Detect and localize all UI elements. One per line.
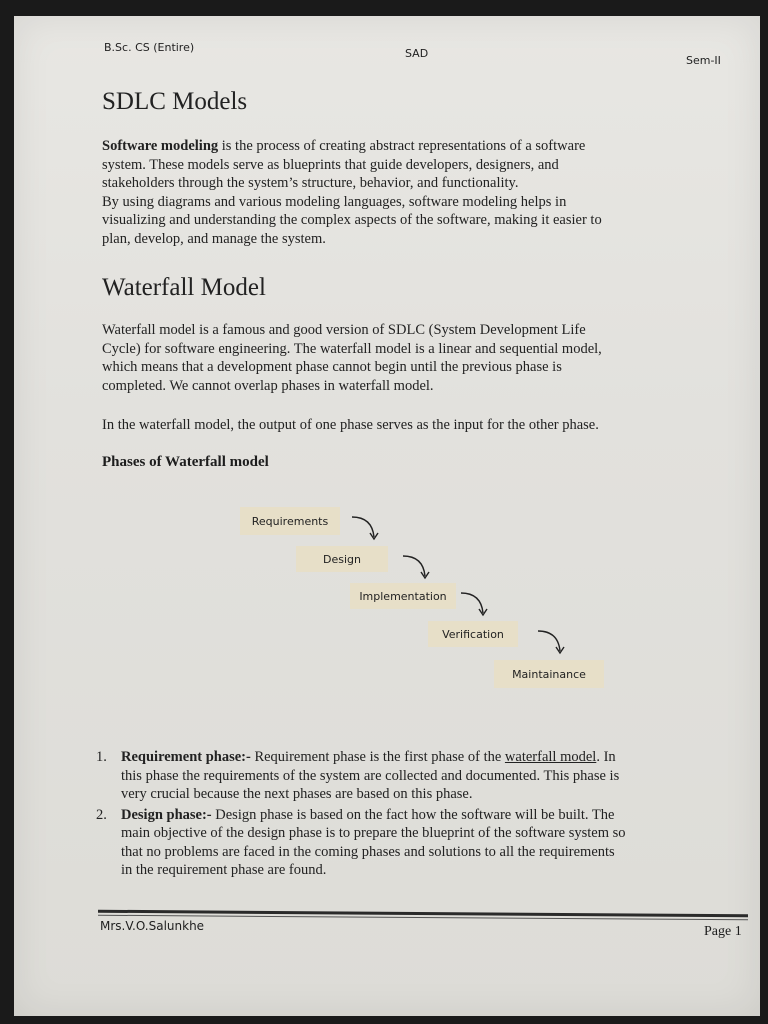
header-subject: SAD <box>405 47 429 60</box>
footer-page-number: Page 1 <box>704 924 742 939</box>
sdlc-line-6: plan, develop, and manage the system. <box>102 230 326 247</box>
arrow-down-right-icon <box>457 589 497 619</box>
list-item-title: Requirement phase:- <box>121 749 251 765</box>
section-title-waterfall: Waterfall Model <box>102 274 266 301</box>
step-verification: Verification <box>428 621 518 647</box>
sdlc-line-3: stakeholders through the system’s structure, behavior, and functionality. <box>102 175 519 191</box>
document-page <box>14 16 760 1016</box>
waterfall-model-link[interactable]: waterfall model <box>504 749 597 765</box>
sdlc-line-2: system. These models serve as blueprints that guide developers, designers, and <box>102 156 559 173</box>
header-semester: Sem-II <box>686 54 721 67</box>
sdlc-paragraph <box>102 137 602 248</box>
step-design: Design <box>296 546 388 572</box>
arrow-down-right-icon <box>348 513 388 543</box>
step-requirements: Requirements <box>240 507 340 535</box>
sdlc-bold-lead: Software modeling <box>102 138 219 154</box>
arrow-down-right-icon <box>399 552 439 582</box>
footer-author: Mrs.V.O.Salunkhe <box>100 919 205 933</box>
waterfall-paragraph-1: Waterfall model is a famous and good version of SDLC (System Development Life Cycle) for software engineering. The waterfall model is a linear and sequential model, which means that a development phase cannot begin until the previous phase is completed. We cannot overlap phases in waterfall model. <box>102 322 602 394</box>
list-item-title: Design phase:- <box>121 806 212 823</box>
header-course: B.Sc. CS (Entire) <box>104 41 195 54</box>
arrow-down-right-icon <box>534 627 574 657</box>
waterfall-paragraph-2: In the waterfall model, the output of one phase serves as the input for the other phase. <box>102 417 599 433</box>
step-implementation: Implementation <box>350 583 456 609</box>
sdlc-line-5: visualizing and understanding the complex aspects of the software, making it easier to <box>102 212 602 228</box>
sdlc-line-1: Software modeling is the process of creating abstract representations of a software <box>102 138 586 154</box>
phases-heading: Phases of Waterfall model <box>102 454 269 470</box>
phases-list <box>94 748 744 882</box>
section-title-sdlc: SDLC Models <box>102 88 248 115</box>
sdlc-line-4: By using diagrams and various modeling languages, software modeling helps in <box>102 193 567 210</box>
list-item: 2. Design phase:- Design phase is based on the fact how the software will be built. The main objective of the design phase is to prepare the blueprint of the software system so that no problems are faced in the coming phases and solutions to all the requirements in the requirement phase are found. <box>96 806 626 878</box>
step-maintainance: Maintainance <box>494 660 604 688</box>
list-item: 1. Requirement phase:- Requirement phase is the first phase of the waterfall model. In this phase the requirements of the system are collected and documented. This phase is very crucial because the next phases are based on this phase. <box>96 749 620 802</box>
